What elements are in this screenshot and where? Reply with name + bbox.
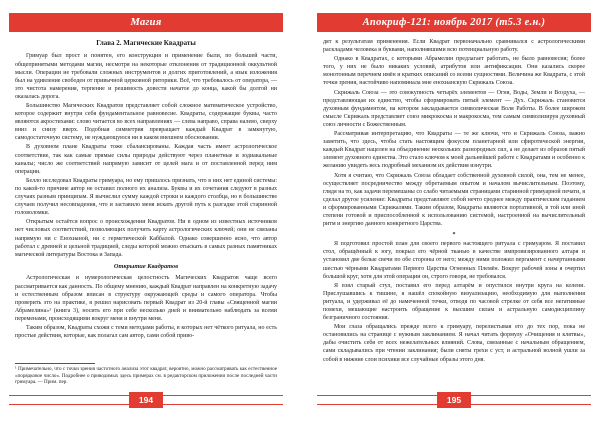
paragraph: Открытым остаётся вопрос о происхождении Квадратов. Ни в одном из известных источников нет числовых соответствий, позволяющих получить карту астрологических ключей; они не связаны напрямую ни с Енохианой, ни с герметической Каббалой. Однако совершенно ясно, что автор работал с древней и цельной традицией, следы которой можно отыскать в самых разных памятниках магической литературы Востока и Запада. <box>15 219 277 258</box>
paragraph: Хотя я считаю, что Скрижаль Союза обладает собственной духовной силой, она, тем не менее, осуществляет посредничество между обретаемым опытом и началом вычислительным. Поэтому, глядя на то, как задачи перемешаны со слабо читаемыми страницами старинной гримуарной печати, я сделал другое усиление: Квадраты представляют собой нечто среднее между практическим гаданием и сформированными Скрижалями. Таким образом, Квадраты являются портативной, в той или иной степени готовой и приспособленной к использованию системой, настроенной на вычислительный ритм и энергию данного конкретного Царства. <box>323 172 585 228</box>
paragraph: В духовном плане Квадраты тоже сбалансированы. Каждая часть имеет астрологическое соответствие, так как самые прямые силы природы действуют через планетные и зодиакальные каналы; число же соответствий напрямую зависит от целей мага и от поставленной перед ним операции. <box>15 144 277 175</box>
footnote-divider <box>15 363 95 364</box>
right-page <box>317 13 591 409</box>
paragraph: дят к результатам применения. Если Квадрат первоначально сравнивался с астрологическими раскладами человека и буквами, наполнявшими всю потенциальную работу. <box>323 39 585 54</box>
paragraph: Гримуар был прост и понятен, его конструкция и применение были, по большей части, общепринятыми методами магии, несмотря на некоторые отклонения от традиционной оккультной мысли. Операции не требовали сложных инструментов и долгих приготовлений, а язык изложения был на удивление свободен от привычной церковной риторики. Всё, что требовалось от оператора, — это чистота намерения, терпение и решимость довести начатое до конца, какой бы долгой ни оказалась дорога. <box>15 53 277 100</box>
footnote-block <box>15 360 277 387</box>
section-subheading: Открытие Квадратов <box>113 262 179 270</box>
page-number-left: 194 <box>129 392 163 408</box>
paragraph: Я взял старый стул, поставил его перед алтарём и опустился внутри круга на колени. Прислушавшись к тишине, я нашёл спокойную визуализацию, необходимую для выполнения ритуала, и удерживал её до намеченной точки, отводя по часовой стрелке от себя все негативные помехи, мешающие настроить обращение к высшим силам и астральную самодисциплину безграничного состояния. <box>323 282 585 322</box>
left-header-title: Магия <box>130 17 162 28</box>
left-page <box>9 13 283 409</box>
left-page-body <box>9 32 283 387</box>
right-page-header-bar <box>317 13 591 32</box>
paragraph: Я подготовил простой план для своего первого настоящего ритуала с гримуаром. Я поставил стол, обращённый к югу, покрыл его чёрной тканью в качестве импровизированного алтаря и установил две белые свечи по обе стороны от него; между ними положил пергамент с начертанными шестью чёрными Квадратами Первого Царства Огненных Племён. Вокруг рабочей зоны я очертил большой круг, хотя для этой операции он, строго говоря, не требовался. <box>323 241 585 280</box>
left-page-header-bar <box>9 13 283 32</box>
paragraph: Большинство Магических Квадратов представляет собой сложное математическое устройство, которое содержит внутри себя фундаментальное равновесие. Квадраты, содержащие буквы, часто являются акростихами: слово читается во всех направлениях — слева направо, справа налево, сверху вниз и снизу вверх. Подобная симметрия превращает каждый Квадрат в замкнутую, самодостаточную систему, не нуждающуюся ни в каком внешнем обосновании. <box>15 103 277 142</box>
paragraph: Рассматривая интерпретацию, что Квадраты — те же ключи, что и Скрижаль Союза, важно заметить, что здесь, чтобы стать настоящим фокусом планетарной или сфиротической энергии, каждый Квадрат нацелен на объединение нескольких разнородных сил, а не делает из образов пятый элемент духовного единства. Это стало ключом к моей дальнейшей работе с Квадратами и особенно к желанию увидеть весь подробный механизм их действия изнутри. <box>323 131 585 170</box>
asterisk-separator: * <box>452 232 456 239</box>
right-page-footer <box>317 392 591 409</box>
paragraph: Таким образом, Квадраты схожи с теми методами работы, в которых нет чёткого ритуала, но есть простые действия, которые, как полагал сам автор, сами собой приво- <box>15 324 277 340</box>
paragraph: Астрологическая и нумерологическая целостность Магических Квадратов чаще всего рассматривается как данность. По общему мнению, каждый Квадрат направлен на конкретную задачу и естественным образом вписан в структуру окружающей среды и самого оператора. Чтобы проверить это на практике, я решил нарисовать первый Квадрат из 20-й главы «Священной магии Абрамелина»¹ (книга 3), носить его при себе несколько дней и внимательно наблюдать за всеми переменами, происходящими вокруг меня и внутри меня. <box>15 275 277 322</box>
footnote-text: ¹ Примечательно, что с точки зрения частотного анализа этот квадрат, вероятно, можно рассматривать как естественное «порядковое число». Подробнее о приводимых здесь примерах см. в редакторском приложении после последней части гримуара. — Прим. пер. <box>15 366 277 386</box>
paragraph: Однако в Квадратах, с которыми Абрамелин предлагает работать, не было равновесия; более того, у них не было никаких условий, атрибутов или антификсации. Они казались скорее монотонным перечнем имён и кратких описаний со всеми сущностями. Величина же Квадрата, с этой точки зрения, настойчиво напоминала мне енохианскую Скрижаль Союза. <box>323 56 585 87</box>
right-header-title: Апокриф-121: ноябрь 2017 (т5.3 е.н.) <box>362 17 546 28</box>
chapter-title: Глава 2. Магические Квадраты <box>96 39 196 47</box>
paragraph: Мои глаза обращались прежде всего к гримуару, перелистывая его до тех пор, пока не остановились на странице с нужным заклинанием. Я начал читать формулу «Очищения и клятвы», дабы очистить себя от всех нежелательных влияний. Слова, связанные с начальным обращением, сами складывались при чтении заклинания; были сняты грехи с уст, и астральной волной ушли за собой в нижние слои психики все случайные образы этого дня. <box>323 324 585 363</box>
paragraph: Скрижаль Союза — это совокупность четырёх элементов — Огня, Воды, Земли и Воздуха, — представляющая их единство, чтобы сформировать пятый элемент — Дух. Скрижаль становится духовным фундаментом, на котором закладывается символическая Воля Работы. В более широком смысле Скрижаль представляет союз микрокосма и макрокосма, тем самым символизируя духовный союз личности с Божественным. <box>323 89 585 128</box>
page-number-right: 195 <box>437 392 471 408</box>
right-page-body <box>317 32 591 387</box>
paragraph: Белло исследовал Квадраты гримуара, но ему пришлось признать, что в них нет единой системы: по какой-то причине автор не оставил полного их анализа. Буквы и их сочетания следуют в разных случаях разным принципам. Я вычислил сумму каждой строки и каждого столбца, но в большинстве случаев получил несовпадения, что и заставило меня искать другой путь к разгадке этой старинной головоломки. <box>15 177 277 217</box>
left-page-footer <box>9 392 283 409</box>
